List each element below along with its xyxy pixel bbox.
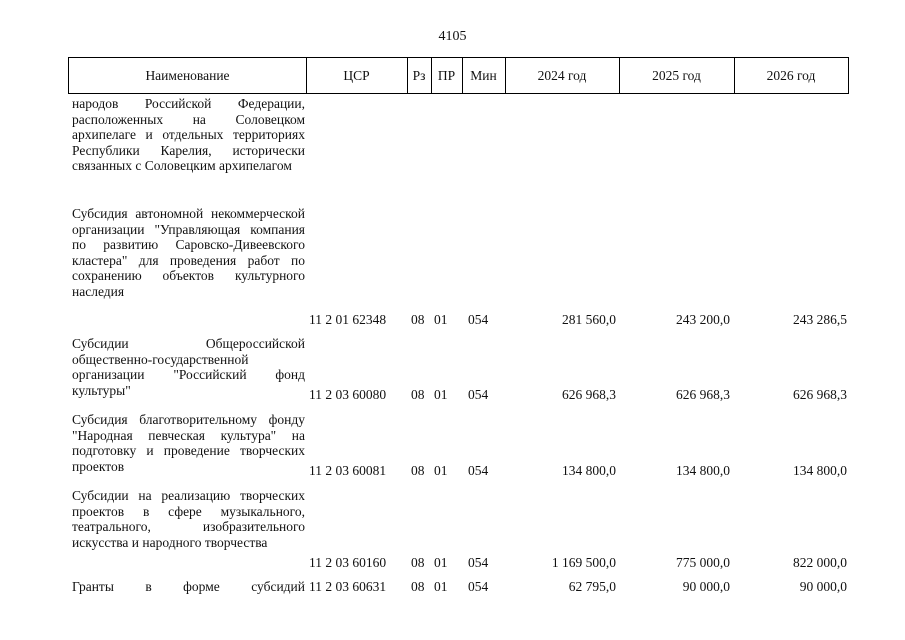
row-rz: 08 [411, 312, 425, 327]
row-2024: 281 560,0 [562, 312, 616, 327]
row-csr: 11 2 03 60080 [309, 387, 387, 402]
header-csr: ЦСР [306, 58, 408, 93]
row-2025: 90 000,0 [682, 579, 730, 594]
row-2024: 134 800,0 [562, 463, 616, 478]
header-min: Мин [462, 58, 506, 93]
row-pr: 01 [434, 555, 448, 570]
header-name: Наименование [69, 58, 307, 93]
row-2025: 626 968,3 [676, 387, 730, 402]
row-2026: 822 000,0 [793, 555, 847, 570]
row-name: Субсидия автономной некоммерческой организации "Управляющая компания по развитию Саровско-Дивеевского кластера" для проведения работ по сохранению объектов культурного наследия [72, 206, 305, 299]
row-csr: 11 2 03 60160 [309, 555, 387, 570]
table-header [68, 57, 849, 94]
row-csr: 11 2 03 60631 [309, 579, 387, 594]
row-rz: 08 [411, 387, 425, 402]
row-2024: 1 169 500,0 [551, 555, 616, 570]
header-rz: Рз [407, 58, 432, 93]
row-csr: 11 2 03 60081 [309, 463, 387, 478]
row-2025: 134 800,0 [676, 463, 730, 478]
row-pr: 01 [434, 312, 448, 327]
row-min: 054 [468, 387, 489, 402]
row-rz: 08 [411, 579, 425, 594]
row-2026: 90 000,0 [799, 579, 847, 594]
header-pr: ПР [431, 58, 463, 93]
header-2025: 2025 год [619, 58, 735, 93]
row-2025: 243 200,0 [676, 312, 730, 327]
row-rz: 08 [411, 555, 425, 570]
row-2026: 134 800,0 [793, 463, 847, 478]
row-2024: 626 968,3 [562, 387, 616, 402]
row-rz: 08 [411, 463, 425, 478]
row-csr: 11 2 01 62348 [309, 312, 387, 327]
row-name: Субсидии на реализацию творческих проектов в сфере музыкального, театрального, изобразительного искусства и народного творчества [72, 488, 305, 550]
row-pr: 01 [434, 463, 448, 478]
row-2025: 775 000,0 [676, 555, 730, 570]
row-min: 054 [468, 312, 489, 327]
row-2026: 626 968,3 [793, 387, 847, 402]
row-name: Субсидии Общероссийской общественно-государственной организации "Российский фонд культуры" [72, 336, 305, 398]
row-min: 054 [468, 579, 489, 594]
row-pr: 01 [434, 579, 448, 594]
row-min: 054 [468, 555, 489, 570]
row-name: народов Российской Федерации, расположенных на Соловецком архипелаге и отдельных территориях Республики Карелия, исторически связанных с Соловецким архипелагом [72, 96, 305, 174]
row-2024: 62 795,0 [568, 579, 616, 594]
row-name: Гранты в форме субсидий [72, 579, 305, 594]
row-name: Субсидия благотворительному фонду "Народная певческая культура" на подготовку и проведение творческих проектов [72, 412, 305, 474]
page-number: 4105 [438, 29, 467, 44]
row-2026: 243 286,5 [793, 312, 847, 327]
header-2024: 2024 год [505, 58, 620, 93]
header-2026: 2026 год [766, 68, 816, 83]
row-pr: 01 [434, 387, 448, 402]
row-min: 054 [468, 463, 489, 478]
